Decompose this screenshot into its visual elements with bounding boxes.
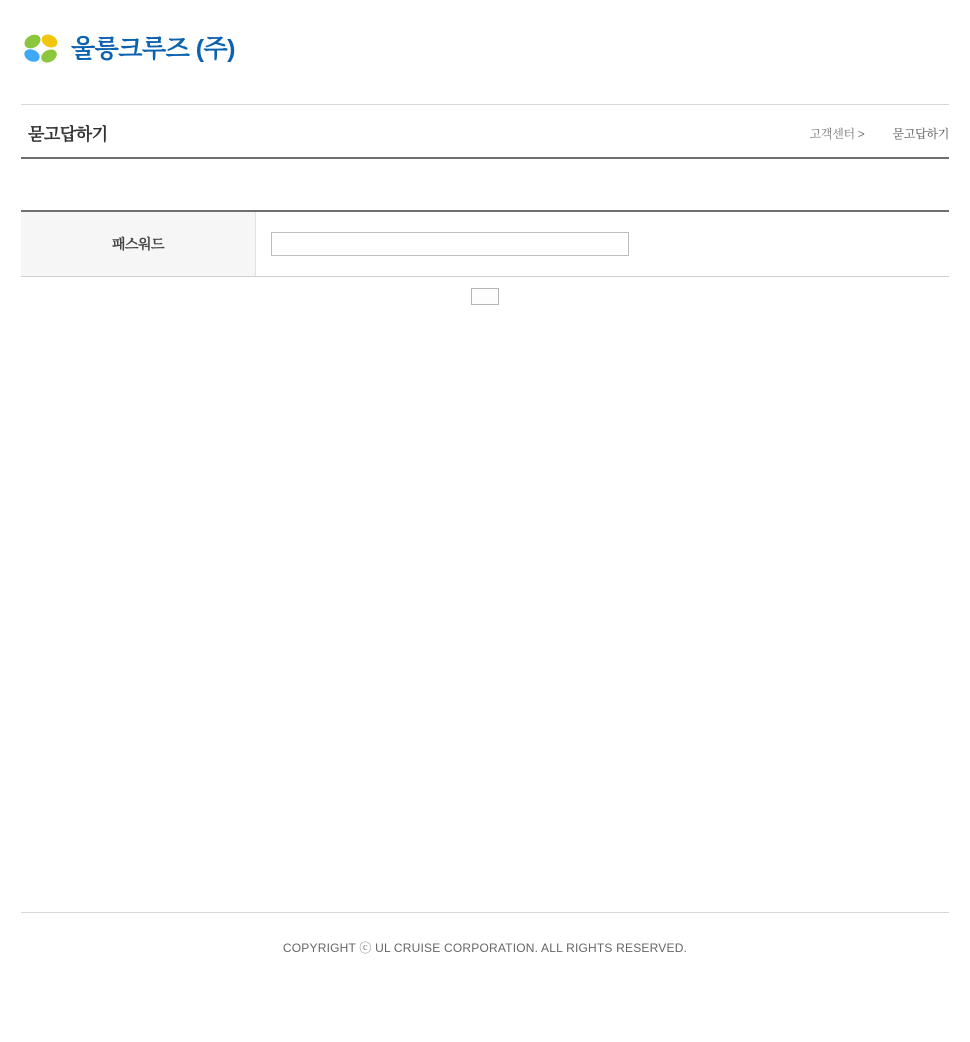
pinwheel-flower-logo-icon xyxy=(21,28,61,70)
page-title: 묻고답하기 xyxy=(28,125,108,144)
confirm-button[interactable] xyxy=(471,288,499,305)
password-label: 패스워드 xyxy=(21,211,256,277)
breadcrumb-parent[interactable]: 고객센터 > xyxy=(809,127,865,141)
breadcrumb xyxy=(810,125,949,142)
button-row xyxy=(21,288,949,306)
table-row xyxy=(21,211,949,277)
site-logo-link[interactable] xyxy=(21,28,235,70)
main-content xyxy=(21,210,949,306)
breadcrumb-current: 묻고답하기 xyxy=(892,127,949,141)
password-field-cell xyxy=(256,211,950,277)
password-input[interactable] xyxy=(271,232,629,256)
title-bar xyxy=(21,104,949,159)
site-header xyxy=(0,0,970,104)
site-footer xyxy=(21,912,949,956)
site-logo-text: 울릉크루즈 (주) xyxy=(71,34,235,63)
copyright-text: COPYRIGHT ⓒ UL CRUISE CORPORATION. ALL RIGHTS RESERVED. xyxy=(282,941,688,955)
password-form-table xyxy=(21,210,949,277)
